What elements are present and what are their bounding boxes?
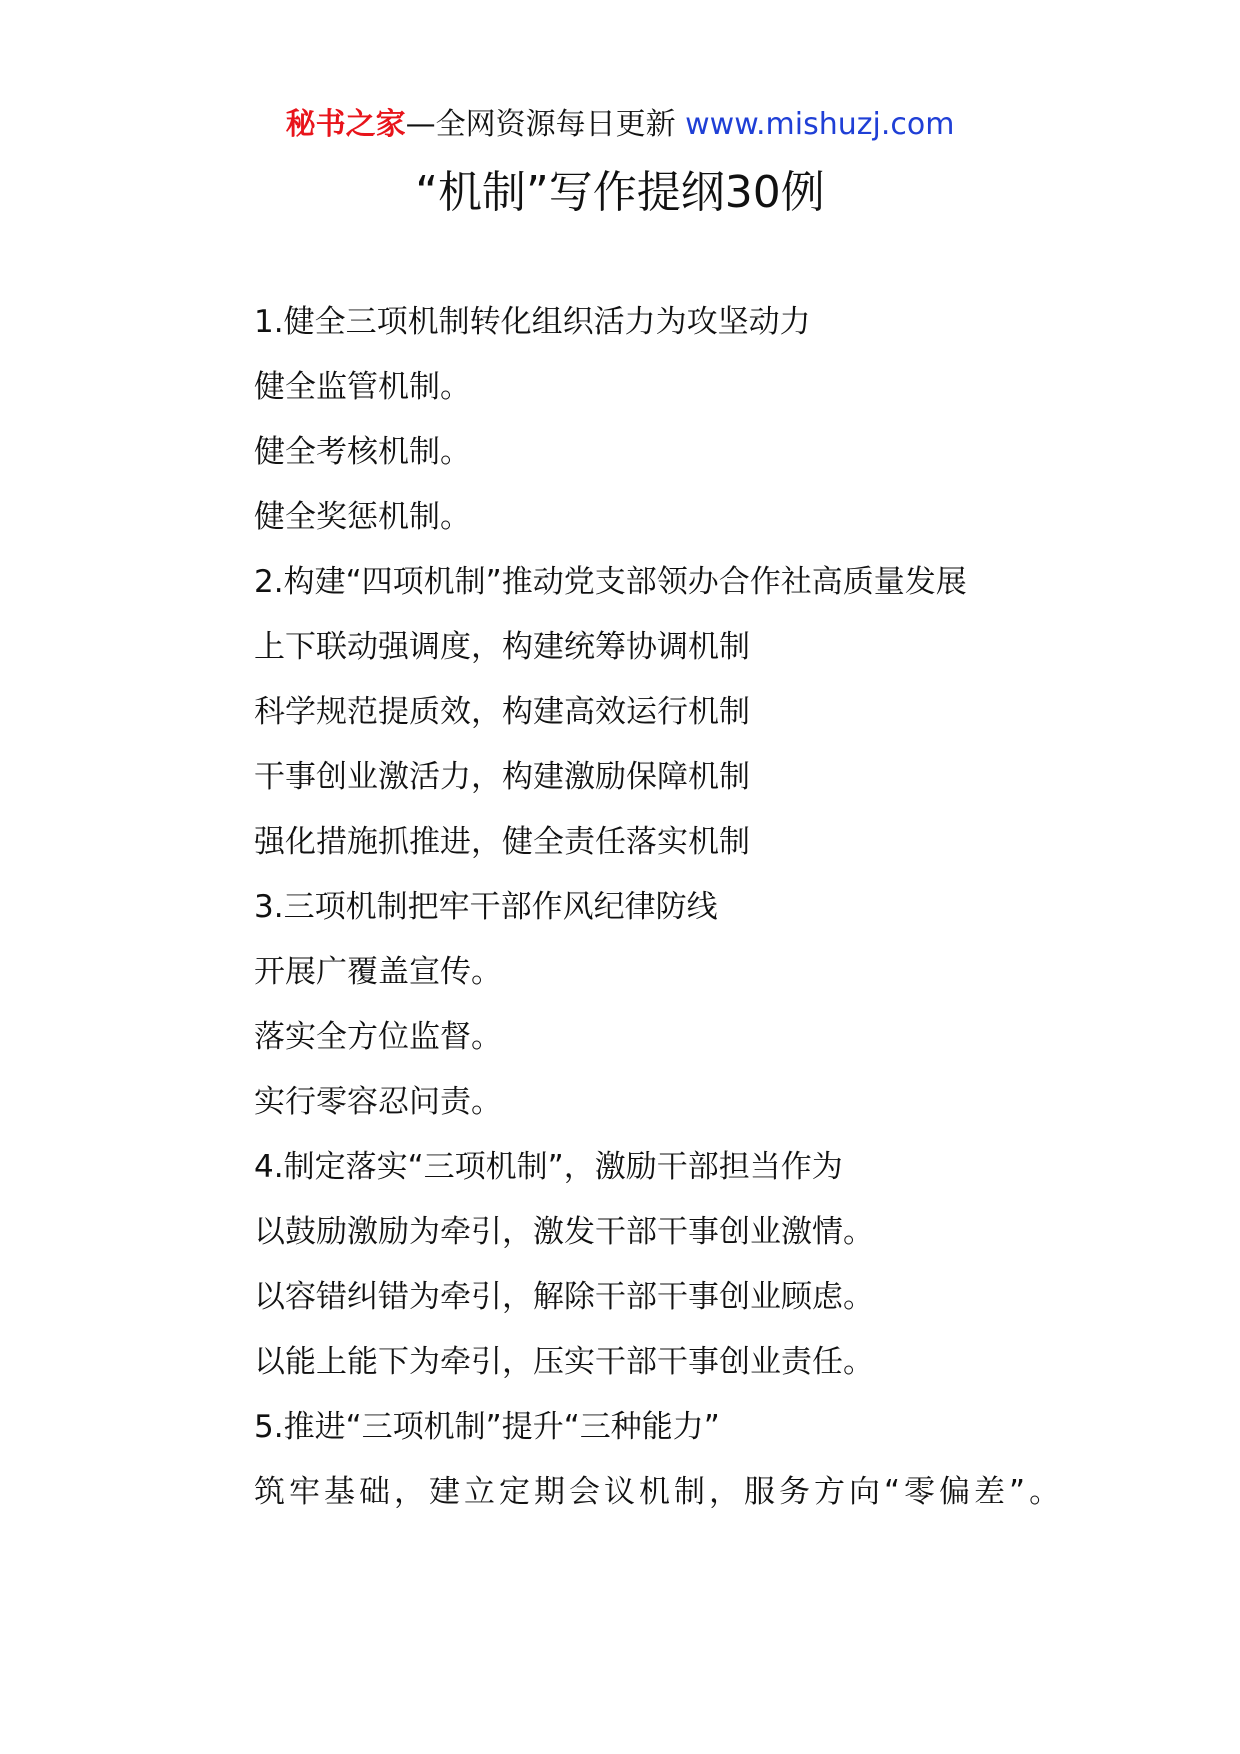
site-url-link[interactable]: www.mishuzj.com <box>685 107 955 142</box>
section-heading-2: 2.构建“四项机制”推动党支部领办合作社高质量发展 <box>254 564 967 600</box>
list-item: 筑牢基础，建立定期会议机制，服务方向“零偏差”。 <box>254 1474 1065 1510</box>
list-item: 干事创业激活力，构建激励保障机制 <box>254 759 750 795</box>
site-header <box>0 98 1240 152</box>
section-heading-3: 3.三项机制把牢干部作风纪律防线 <box>254 889 718 925</box>
document-body <box>186 290 1066 1525</box>
header-tagline: —全网资源每日更新 <box>405 107 686 142</box>
brand-name: 秘书之家 <box>285 107 406 142</box>
list-item: 以能上能下为牵引，压实干部干事创业责任。 <box>254 1344 874 1380</box>
list-item: 健全奖惩机制。 <box>254 499 471 535</box>
list-item: 上下联动强调度，构建统筹协调机制 <box>254 629 750 665</box>
document-title: “机制”写作提纲30例 <box>415 167 825 218</box>
section-heading-5: 5.推进“三项机制”提升“三种能力” <box>254 1409 720 1445</box>
section-heading-1: 1.健全三项机制转化组织活力为攻坚动力 <box>254 304 811 340</box>
list-item: 以容错纠错为牵引，解除干部干事创业顾虑。 <box>254 1279 874 1315</box>
list-item: 落实全方位监督。 <box>254 1019 502 1055</box>
list-item: 健全监管机制。 <box>254 369 471 405</box>
list-item: 实行零容忍问责。 <box>254 1084 502 1120</box>
list-item: 开展广覆盖宣传。 <box>254 954 502 990</box>
list-item: 科学规范提质效，构建高效运行机制 <box>254 694 750 730</box>
list-item: 健全考核机制。 <box>254 434 471 470</box>
section-heading-4: 4.制定落实“三项机制”，激励干部担当作为 <box>254 1149 843 1185</box>
list-item: 强化措施抓推进，健全责任落实机制 <box>254 824 750 860</box>
list-item: 以鼓励激励为牵引，激发干部干事创业激情。 <box>254 1214 874 1250</box>
